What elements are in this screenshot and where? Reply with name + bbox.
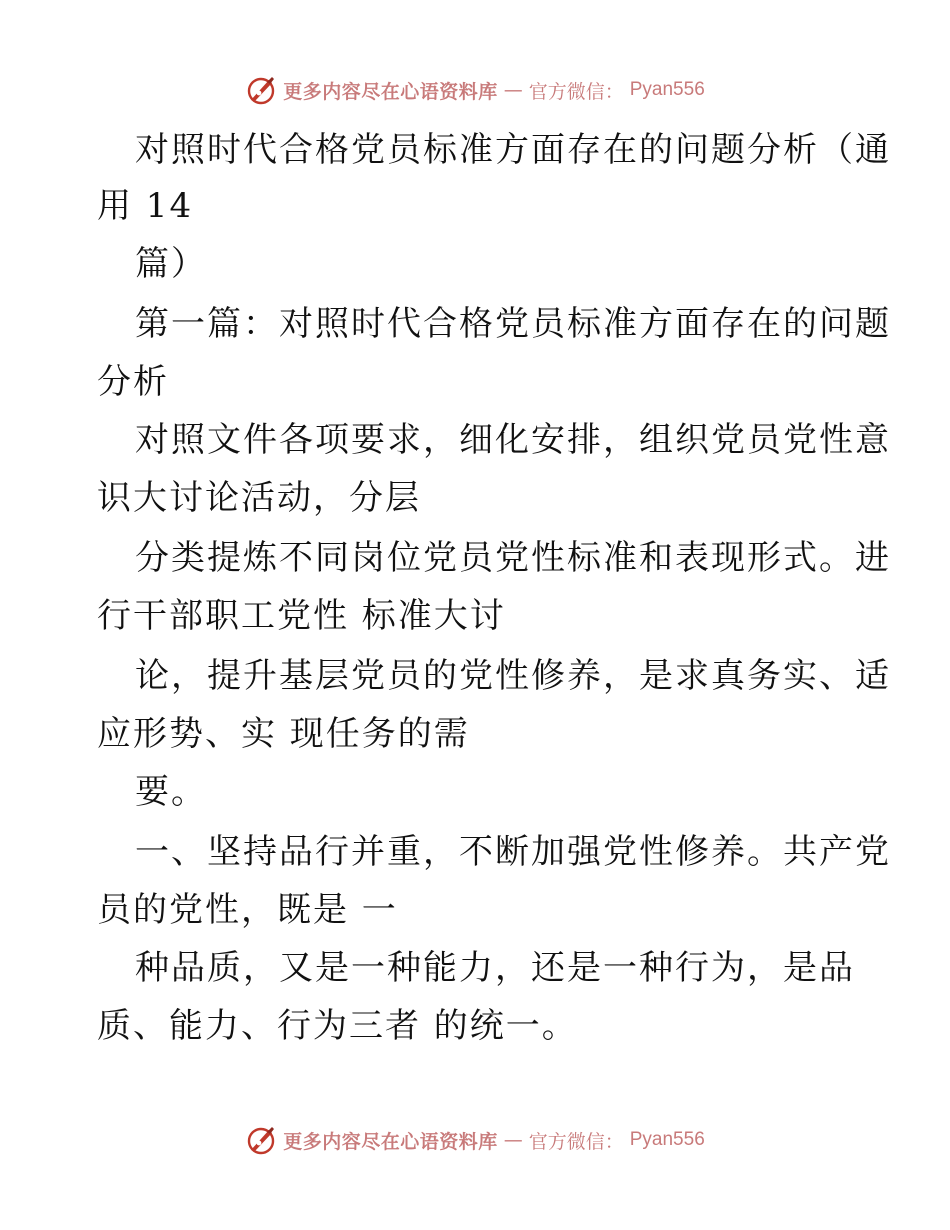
paragraph-line: 应形势、实 现任务的需 bbox=[97, 714, 470, 754]
doc-title-line-3: 篇） bbox=[135, 244, 207, 284]
watermark-wechat-id: Pyan556 bbox=[629, 1129, 705, 1150]
paragraph-line: 质、能力、行为三者 的统一。 bbox=[97, 1006, 578, 1046]
footer-watermark-inner bbox=[245, 1124, 705, 1156]
doc-title-line-2: 用 14 bbox=[97, 186, 194, 226]
header-watermark-inner bbox=[245, 74, 705, 106]
section-heading-line-2: 分析 bbox=[97, 362, 169, 402]
paragraph-line: 行干部职工党性 标准大讨 bbox=[97, 596, 506, 636]
header-watermark-banner bbox=[0, 70, 950, 110]
watermark-wechat-id: Pyan556 bbox=[629, 79, 705, 100]
section-heading-line-1: 第一篇：对照时代合格党员标准方面存在的问题 bbox=[135, 304, 891, 344]
quill-logo-icon bbox=[245, 74, 277, 106]
footer-watermark-banner bbox=[0, 1120, 950, 1160]
paragraph-line: 识大讨论活动，分层 bbox=[97, 478, 421, 518]
paragraph-line: 分类提炼不同岗位党员党性标准和表现形式。进 bbox=[135, 538, 891, 578]
watermark-text: 更多内容尽在心语资料库 bbox=[283, 80, 498, 103]
watermark-text: 更多内容尽在心语资料库 bbox=[283, 1130, 498, 1153]
paragraph-line: 对照文件各项要求，细化安排，组织党员党性意 bbox=[135, 420, 891, 460]
watermark-official-label: 官方微信： bbox=[528, 1130, 624, 1153]
watermark-dash: — bbox=[503, 1129, 523, 1151]
watermark-official-label: 官方微信： bbox=[528, 80, 624, 103]
paragraph-line: 种品质，又是一种能力，还是一种行为，是品 bbox=[135, 948, 855, 988]
watermark-dash: — bbox=[503, 79, 523, 101]
paragraph-line: 员的党性，既是 一 bbox=[97, 890, 398, 930]
quill-logo-icon bbox=[245, 1124, 277, 1156]
doc-title-line-1: 对照时代合格党员标准方面存在的问题分析（通 bbox=[135, 130, 891, 170]
paragraph-line: 一、坚持品行并重，不断加强党性修养。共产党 bbox=[135, 832, 891, 872]
paragraph-line: 论，提升基层党员的党性修养，是求真务实、适 bbox=[135, 656, 891, 696]
paragraph-line: 要。 bbox=[135, 772, 207, 812]
